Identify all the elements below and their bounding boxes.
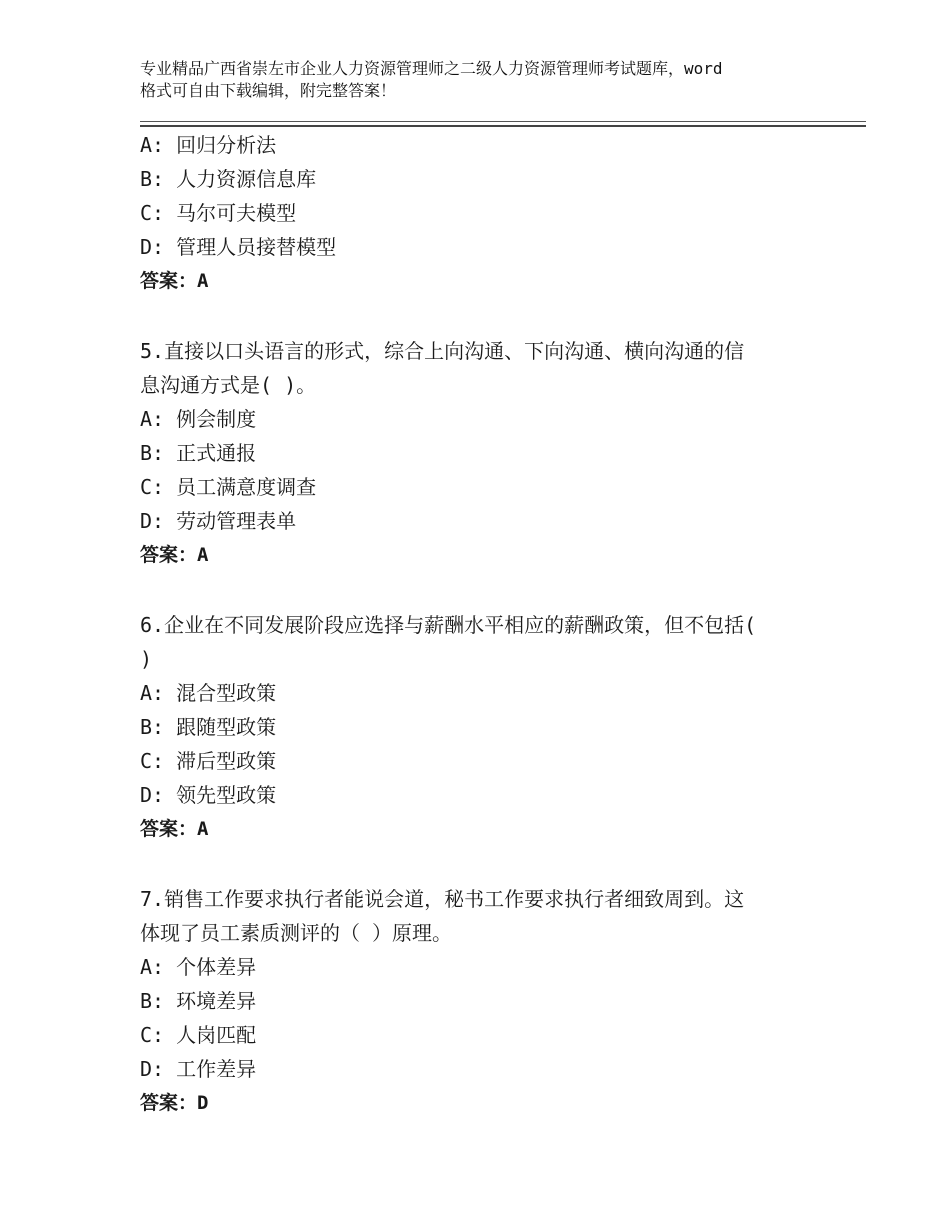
option-d: D: 管理人员接替模型 [140, 235, 337, 259]
answer: 答案：A [140, 544, 209, 566]
header-divider-thick [140, 125, 866, 127]
question-stem-cont: 体现了员工素质测评的（ ）原理。 [140, 921, 453, 945]
document-header [140, 58, 840, 102]
answer: 答案：A [140, 818, 209, 840]
option-b: B: 跟随型政策 [140, 715, 277, 739]
option-b: B: 人力资源信息库 [140, 167, 317, 191]
question-4 [140, 128, 820, 298]
header-line-2: 格式可自由下载编辑，附完整答案！ [140, 81, 397, 100]
option-c: C: 马尔可夫模型 [140, 201, 297, 225]
option-c: C: 人岗匹配 [140, 1023, 257, 1047]
option-d: D: 劳动管理表单 [140, 509, 297, 533]
question-5 [140, 334, 820, 572]
answer: 答案：D [140, 1092, 209, 1114]
option-a: A: 回归分析法 [140, 133, 277, 157]
document-body [140, 128, 820, 1120]
header-line-1: 专业精品广西省崇左市企业人力资源管理师之二级人力资源管理师考试题库，word [140, 59, 723, 78]
header-divider [140, 121, 866, 122]
option-d: D: 工作差异 [140, 1057, 257, 1081]
question-7 [140, 882, 820, 1120]
option-d: D: 领先型政策 [140, 783, 277, 807]
question-stem: 7.销售工作要求执行者能说会道，秘书工作要求执行者细致周到。这 [140, 887, 745, 911]
answer: 答案：A [140, 270, 209, 292]
option-c: C: 滞后型政策 [140, 749, 277, 773]
question-stem: 6.企业在不同发展阶段应选择与薪酬水平相应的薪酬政策，但不包括( [140, 613, 757, 637]
question-6 [140, 608, 820, 846]
option-b: B: 环境差异 [140, 989, 257, 1013]
question-stem-cont: 息沟通方式是( )。 [140, 373, 317, 397]
option-b: B: 正式通报 [140, 441, 257, 465]
question-stem: 5.直接以口头语言的形式，综合上向沟通、下向沟通、横向沟通的信 [140, 339, 745, 363]
option-a: A: 混合型政策 [140, 681, 277, 705]
option-c: C: 员工满意度调查 [140, 475, 317, 499]
option-a: A: 个体差异 [140, 955, 257, 979]
option-a: A: 例会制度 [140, 407, 257, 431]
question-stem-cont: ) [140, 647, 153, 671]
